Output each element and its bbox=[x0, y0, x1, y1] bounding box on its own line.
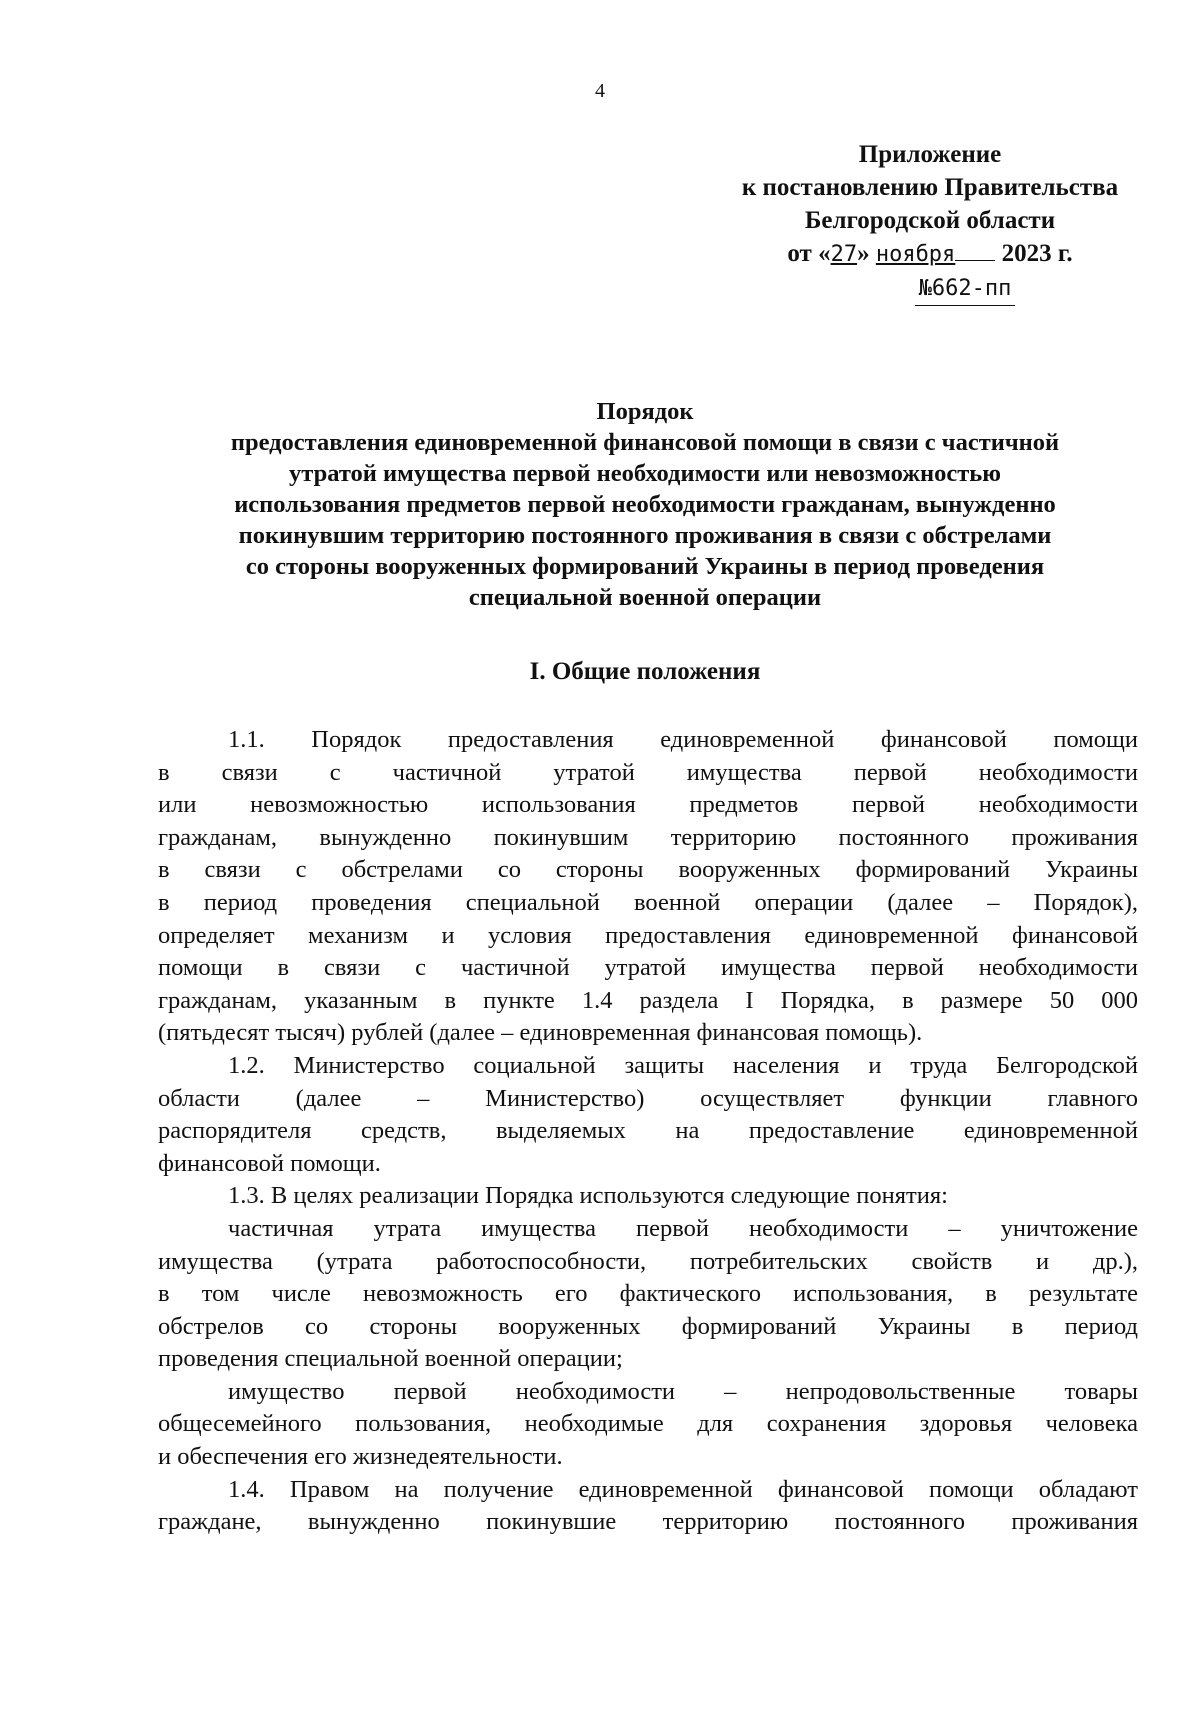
title-line-4: использования предметов первой необходимости гражданам, вынужденно bbox=[234, 491, 1056, 518]
resolution-number: №662-пп bbox=[915, 272, 1016, 306]
body-line: общесемейного пользования, необходимые для сохранения здоровья человека bbox=[158, 1410, 1138, 1438]
title-line-6: со стороны вооруженных формирований Украины в период проведения bbox=[245, 553, 1045, 580]
body-line: помощи в связи с частичной утратой имущества первой необходимости bbox=[158, 954, 1138, 982]
appendix-date bbox=[700, 237, 1160, 271]
body-line: в том числе невозможность его фактического использования, в результате bbox=[158, 1280, 1138, 1308]
body-text bbox=[158, 724, 1138, 1539]
title-line-5: покинувшим территорию постоянного проживания в связи с обстрелами bbox=[238, 522, 1052, 549]
body-line: имущество первой необходимости – непродовольственные товары bbox=[228, 1377, 1138, 1405]
date-year: 2023 г. bbox=[1001, 240, 1073, 267]
body-line: в период проведения специальной военной операции (далее – Порядок), bbox=[158, 888, 1138, 916]
body-line: финансовой помощи. bbox=[158, 1149, 381, 1177]
body-line: 1.2. Министерство социальной защиты населения и труда Белгородской bbox=[228, 1051, 1138, 1079]
body-line: распорядителя средств, выделяемых на предоставление единовременной bbox=[158, 1117, 1138, 1145]
body-line: 1.3. В целях реализации Порядка используются следующие понятия: bbox=[228, 1182, 948, 1210]
document-title bbox=[150, 396, 1140, 613]
body-line: (пятьдесят тысяч) рублей (далее – единовременная финансовая помощь). bbox=[158, 1019, 923, 1047]
body-line: в связи с частичной утратой имущества первой необходимости bbox=[158, 758, 1138, 786]
appendix-header bbox=[700, 138, 1160, 306]
body-line: обстрелов со стороны вооруженных формирований Украины в период bbox=[158, 1312, 1138, 1340]
body-line: 1.1. Порядок предоставления единовременной финансовой помощи bbox=[228, 726, 1138, 753]
title-line-1: Порядок bbox=[596, 398, 694, 425]
date-month: ноября bbox=[875, 242, 956, 267]
body-line: определяет механизм и условия предоставления единовременной финансовой bbox=[158, 921, 1138, 949]
body-line: или невозможностью использования предметов первой необходимости bbox=[158, 791, 1138, 819]
body-line: 1.4. Правом на получение единовременной финансовой помощи обладают bbox=[228, 1475, 1138, 1503]
body-line: области (далее – Министерство) осуществляет функции главного bbox=[158, 1084, 1138, 1112]
body-line: проведения специальной военной операции; bbox=[158, 1345, 623, 1373]
date-prefix: от « bbox=[787, 240, 831, 267]
date-day: 27 bbox=[830, 242, 858, 267]
title-line-3: утратой имущества первой необходимости или невозможностью bbox=[289, 460, 1001, 487]
body-line: имущества (утрата работоспособности, потребительских свойств и др.), bbox=[158, 1247, 1138, 1275]
date-blank bbox=[955, 240, 995, 261]
body-line: частичная утрата имущества первой необходимости – уничтожение bbox=[228, 1214, 1138, 1242]
body-line: гражданам, вынужденно покинувшим территорию постоянного проживания bbox=[158, 823, 1138, 851]
page-number: 4 bbox=[595, 80, 605, 102]
body-line: граждане, вынужденно покинувшие территорию постоянного проживания bbox=[158, 1508, 1138, 1536]
body-line: гражданам, указанным в пункте 1.4 раздела I Порядка, в размере 50 000 bbox=[158, 986, 1138, 1014]
body-line: в связи с обстрелами со стороны вооруженных формирований Украины bbox=[158, 856, 1138, 884]
appendix-region: Белгородской области bbox=[804, 207, 1056, 234]
title-line-7: специальной военной операции bbox=[468, 584, 822, 611]
section-heading: I. Общие положения bbox=[529, 658, 761, 685]
appendix-number-line bbox=[700, 271, 1160, 306]
appendix-title: Приложение bbox=[858, 141, 1002, 168]
date-mid: » bbox=[857, 240, 870, 267]
appendix-resolution: к постановлению Правительства bbox=[741, 174, 1119, 201]
title-line-2: предоставления единовременной финансовой помощи в связи с частичной bbox=[230, 429, 1060, 456]
body-line: и обеспечения его жизнедеятельности. bbox=[158, 1443, 563, 1471]
